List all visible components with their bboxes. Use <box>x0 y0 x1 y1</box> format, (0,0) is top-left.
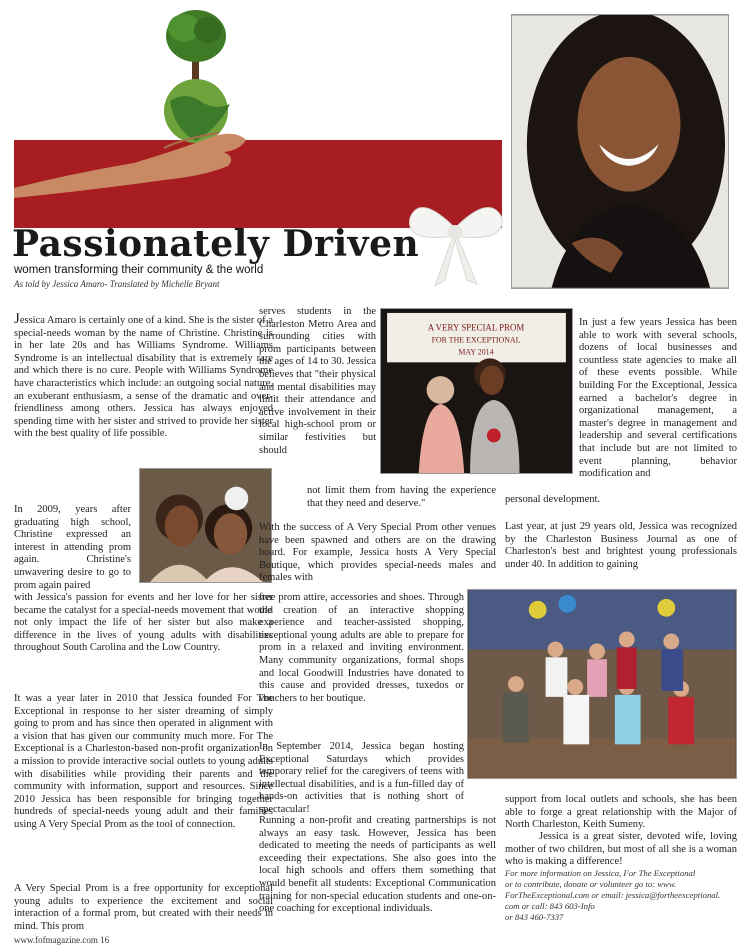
portrait-photo-art <box>512 15 728 288</box>
page-folio[interactable]: www.fofmagazine.com 16 <box>14 935 110 945</box>
article-col2-paragraph-2b: free prom attire, accessories and shoes. Through the creation of an interactive shopping experience and teacher-assisted shopping, exceptional young adults are able to prepare for prom in a relaxed and inviting environment. Many community organizations, formal shops and local Goodwill Industries have donated to this cause and provided dresses, tuxedos or vouchers to her boutique. <box>259 592 464 704</box>
contact-info-line-4: com or call: 843 603-Info <box>505 901 595 911</box>
article-col2-paragraph-1b: not limit them from having the experience that they need and deserve." <box>307 485 496 509</box>
article-col3-paragraph-4: Jessica is a great sister, devoted wife, loving mother of two children, but most of all she is a woman who is making a difference! <box>505 831 737 868</box>
sisters-photo <box>139 468 272 583</box>
page-subtitle: women transforming their community & the world <box>14 264 264 276</box>
article-col1-paragraph-1: Jessica Amaro is certainly one of a kind. She is the sister of a special-needs woman by the name of Christine. Christine is in her late 20s and has Williams Syndrome. Williams Syndrome is an intellectual disability that is extremely rare and which there is no cure. People with Williams Syndrome have characteristics which include: an outgoing social nature, an exuberant enthusiasm, a sense of the dramatic and over-friendliness among others. Jessica has always enjoyed spending time with her sister and strived to provide her sister with the best quality of life possible. <box>14 311 273 440</box>
article-col3-paragraph-1b: personal development. <box>505 494 601 505</box>
article-col2-paragraph-2a: With the success of A Very Special Prom other venues have been spawned and others are on the drawing board. For example, Jessica hosts A Very Special Boutique, which provides special-needs males and females with <box>259 522 496 584</box>
article-col1-paragraph-2b: with Jessica's passion for events and her love for her sister became the catalyst for a special-needs movement that would not only impact the life of her sister but also make a difference in the lives of young adults with disabilities throughout South Carolina and the Low Country. <box>14 592 273 654</box>
article-col1-paragraph-3: It was a year later in 2010 that Jessica founded For The Exceptional in response to her sister dreaming of simply going to prom and has since then operated in alignment with a vision that has given our community much more. For The Exceptional is a Charleston-based non-profit organization on a mission to provide interactive social outlets to young adults with disabilities while providing their parents and the community with information, support and resources. Since 2010 Jessica has been responsible for bringing together hundreds of special-needs young adult and their families using A Very Special Prom as the tool of connection. <box>14 693 273 830</box>
contact-info-line-5: or 843 460-7337 <box>505 912 564 922</box>
contact-info-line-3: ForTheExceptional.com or email: jessica@fortheexceptional. <box>505 890 721 900</box>
prom-banner-text: A VERY SPECIAL PROM <box>427 322 525 333</box>
article-col2-paragraph-4: Running a non-profit and creating partnerships is not always an easy task. However, Jessica has been dedicated to meeting the needs of participants as well exceeding their expectations. She also goes into the local high schools and offers them something that would benefit all students: Exceptional Communication training for non-special education students and one-on-one coaching for exceptional individuals. <box>259 815 496 915</box>
hand-illustration <box>14 118 254 198</box>
article-col2-paragraph-3: In September 2014, Jessica began hosting Exceptional Saturdays which provides temporary relief for the caregivers of teens with intellectual disabilities, and is a fun-filled day of hands-on activities that is nothing short of spectacular! <box>259 741 464 815</box>
contact-info-line-1: For more information on Jessica, For The Exceptional <box>505 868 696 878</box>
contact-info-line-2: or to contribute, donate or volunteer go to: www. <box>505 879 677 889</box>
contact-info <box>505 868 737 923</box>
ribbon-bow-illustration <box>405 188 505 288</box>
article-col2-paragraph-1a: serves students in the Charleston Metro Area and surrounding cities with prom participants between the ages of 14 to 30. Jessica believes that "their physical and mental disabilities may limit their attendance and active involvement in their local high-school prom or similar festivities but should <box>259 306 376 456</box>
article-col3-paragraph-2: Last year, at just 29 years old, Jessica was recognized by the Charleston Business Journal as one of Charleston's best and brightest young professionals under 40. In addition to gaining <box>505 521 737 570</box>
article-col3-paragraph-1a: In just a few years Jessica has been able to work with several schools, dozens of local businesses and countless state agencies to make all of these events possible. While building For the Exceptional, Jessica earned a bachelor's degree in organizational management, a master's degree in management and leadership and several certifications that include but are not limited to event planning, behavior modification and <box>579 317 737 480</box>
svg-text:FOR THE EXCEPTIONAL: FOR THE EXCEPTIONAL <box>431 335 521 345</box>
article-col1-paragraph-4: A Very Special Prom is a free opportunity for exceptional young adults to experience the excitement and social interaction of a formal prom, but created with their needs in mind. This prom <box>14 883 273 932</box>
article-col3-paragraph-3: support from local outlets and schools, she has been able to forge a great relationship with the Major of North Charleston, Keith Sumeny. <box>505 794 737 831</box>
portrait-photo <box>511 14 729 289</box>
sisters-photo-art <box>140 469 271 582</box>
group-photo-art <box>468 590 736 778</box>
prom-photo-art <box>381 309 572 473</box>
prom-photo <box>380 308 573 474</box>
group-photo <box>467 589 737 779</box>
page-title: Passionately Driven <box>12 223 420 265</box>
svg-text:MAY 2014: MAY 2014 <box>458 347 494 357</box>
byline: As told by Jessica Amaro- Translated by Michelle Bryant <box>14 279 220 289</box>
drop-cap: J <box>14 311 20 327</box>
article-col1-paragraph-2a: In 2009, years after graduating high school, Christine expressed an interest in attending prom again. Christine's unwavering desire to go to prom again paired <box>14 504 131 591</box>
